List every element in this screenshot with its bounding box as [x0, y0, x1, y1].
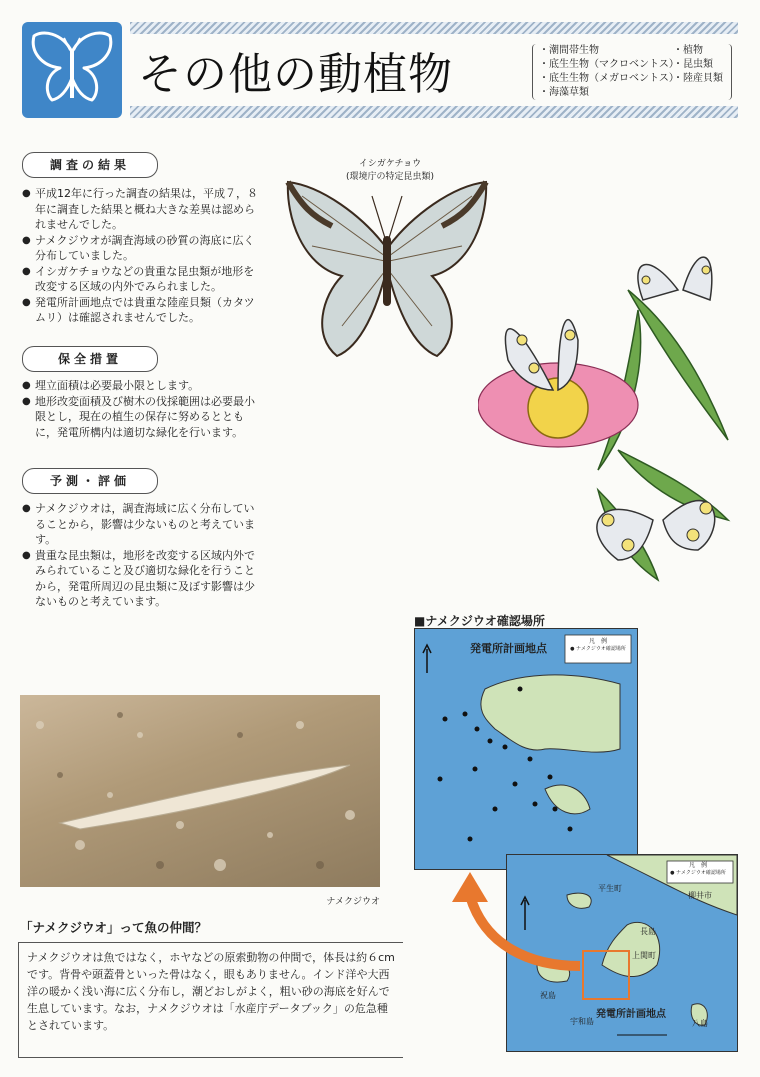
butterfly-specimen-illustration — [282, 176, 492, 366]
qa-title: 「ナメクジウオ」って魚の仲間？ — [20, 920, 208, 935]
category-item: ・陸産貝類 — [673, 73, 723, 84]
map-site-label-top: 発電所計画地点 — [470, 642, 547, 655]
conservation-list — [22, 378, 262, 440]
list-item: ● 地形改変面積及び樹木の伐採範囲は必要最小限とし，現在の植生の保存に努めるとともに，発電所構内は適切な緑化を行います。 — [22, 394, 262, 441]
butterfly-icon — [22, 22, 122, 118]
category-item: ・潮間帯生物 — [539, 45, 599, 56]
map-detail — [414, 628, 638, 870]
map-label-heisei: 平生町 — [598, 884, 622, 893]
map-label-yashima: 八島 — [692, 1019, 708, 1028]
list-item: ● ナメクジウオは，調査海域に広く分布していることから，影響は少ないものと考えています。 — [22, 501, 262, 548]
map-label-kaminoseki: 上関町 — [632, 951, 656, 960]
map-title: ■ナメクジウオ確認場所 — [414, 614, 545, 628]
list-item: ● 貴重な昆虫類は，地形を改変する区域内外でみられていること及び適切な緑化を行うことから，発電所周辺の昆虫類に及ぼす影響は少ないものと考えています。 — [22, 548, 262, 610]
butterfly-logo — [22, 22, 122, 118]
flower-butterfly-illustration — [478, 230, 750, 590]
lancelet-photo — [20, 695, 380, 887]
results-list — [22, 186, 262, 326]
map-legend-title: 凡 例 — [588, 638, 607, 645]
map-legend-title-bottom: 凡 例 — [688, 862, 707, 869]
list-item: ● 発電所計画地点では貴重な陸産貝類（カタツムリ）は確認されませんでした。 — [22, 295, 262, 326]
header-stripe-bottom — [130, 106, 738, 118]
butterfly-name: イシガケチョウ — [358, 159, 422, 169]
list-item: ● 平成12年に行った調査の結果は，平成７，８年に調査した結果と概ね大きな差異は認められませんでした。 — [22, 186, 262, 233]
map-legend-item: ● ナメクジウオ確認場所 — [570, 646, 626, 652]
page-title: その他の動植物 — [138, 49, 453, 100]
map-label-nagashima: 長島 — [640, 927, 656, 936]
category-list — [532, 44, 732, 100]
map-label-iwaijima: 祝島 — [540, 991, 556, 1000]
category-item: ・底生生物（マクロベントス） — [539, 59, 679, 70]
map-label-uwashima: 宇和島 — [570, 1017, 594, 1026]
map-label-yanai: 柳井市 — [688, 891, 712, 900]
qa-body: ナメクジウオは魚ではなく，ホヤなどの原索動物の仲間で，体長は約６cmです。背骨や頭蓋骨といった骨はなく，眼もありません。インド洋や大西洋の暖かく浅い海に広く分布し，潮どおしがよく，粗い砂の海底を好んで生息しています。なお，ナメクジウオは「水産庁データブック」の危急種とされています。 — [18, 942, 403, 1058]
section-conservation-label: 保全措置 — [22, 346, 158, 372]
category-item: ・昆虫類 — [673, 59, 713, 70]
list-item: ● 埋立面積は必要最小限とします。 — [22, 378, 262, 394]
photo-caption: ナメクジウオ — [326, 897, 380, 907]
list-item: ● イシガケチョウなどの貴重な昆虫類が地形を改変する区域の内外でみられました。 — [22, 264, 262, 295]
section-prediction-label: 予測・評価 — [22, 468, 158, 494]
map-legend-item-bottom: ● ナメクジウオ確認場所 — [670, 870, 726, 876]
prediction-list — [22, 501, 262, 610]
list-item: ● ナメクジウオが調査海域の砂質の海底に広く分布していました。 — [22, 233, 262, 264]
header-stripe-top — [130, 22, 738, 34]
map-site-label-bottom: 発電所計画地点 — [596, 1009, 666, 1020]
category-item: ・植物 — [673, 45, 703, 56]
category-item: ・海藻草類 — [539, 87, 589, 98]
category-item: ・底生生物（メガロベントス） — [539, 73, 679, 84]
section-results-label: 調査の結果 — [22, 152, 158, 178]
butterfly-note: (環境庁の特定昆虫類) — [345, 172, 435, 182]
arrow-icon — [440, 866, 590, 976]
